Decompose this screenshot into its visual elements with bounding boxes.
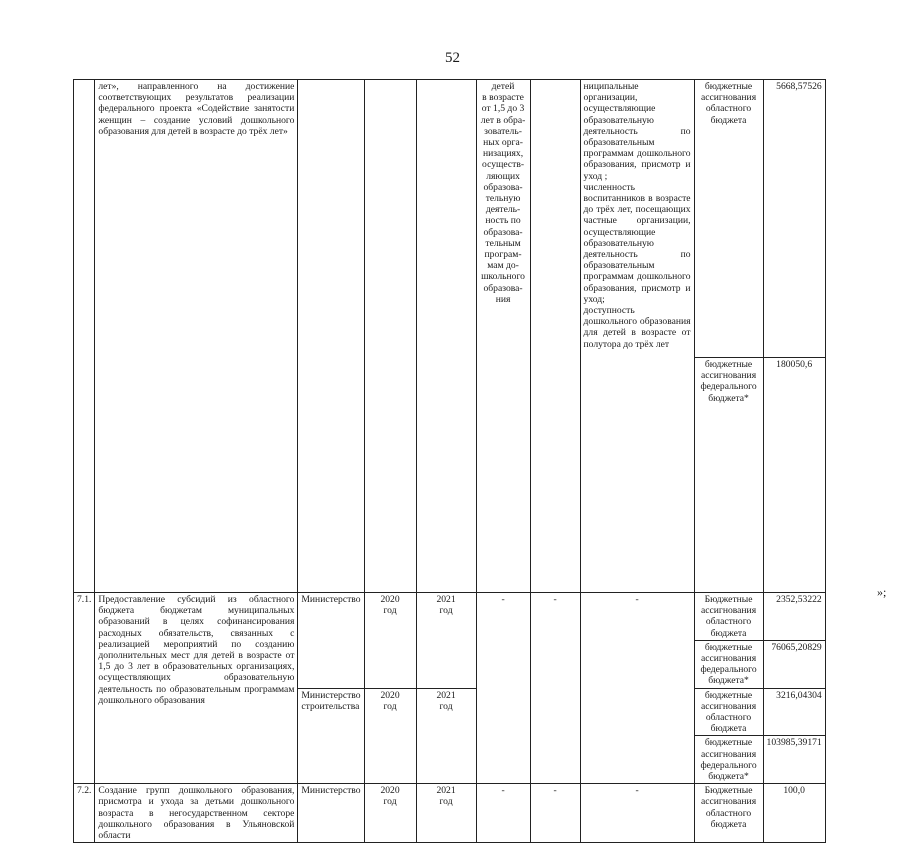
closing-quote: »; bbox=[877, 585, 887, 599]
funding-amount: 2352,53222 bbox=[763, 593, 825, 641]
executor: Министерство bbox=[298, 784, 364, 843]
activity-name: Создание групп дошкольного образования, присмотра и ухода за детьми дошкольного возраста в негосударственном секторе дошкольного образования в Ульяновской области bbox=[95, 784, 298, 843]
funding-source: бюджетные ассигнования федерального бюджета* bbox=[694, 358, 763, 593]
start-year-cell bbox=[364, 80, 416, 593]
end-year: 2021 год bbox=[416, 784, 476, 843]
end-year: 2021 год bbox=[416, 593, 476, 689]
program-table bbox=[73, 79, 826, 843]
executor: Министерство bbox=[298, 593, 364, 689]
funding-amount: 180050,6 bbox=[763, 358, 825, 593]
row-number: 7.2. bbox=[74, 784, 95, 843]
start-year: 2020 год bbox=[364, 593, 416, 689]
page-number: 52 bbox=[445, 50, 460, 66]
funding-source: бюджетные ассигнования федерального бюджета* bbox=[694, 736, 763, 784]
continuation-row bbox=[74, 80, 826, 358]
funding-source: бюджетные ассигнования областного бюджета bbox=[694, 80, 763, 358]
value-dash: - bbox=[530, 593, 580, 784]
funding-source: Бюджетные ассигнования областного бюджета bbox=[694, 784, 763, 843]
row-7-2 bbox=[74, 784, 826, 843]
indicator-dash: - bbox=[476, 784, 530, 843]
funding-amount: 100,0 bbox=[763, 784, 825, 843]
row-7-1 bbox=[74, 593, 826, 641]
funding-source: бюджетные ассигнования федерального бюджета* bbox=[694, 640, 763, 688]
activity-name: лет», направленного на достижение соответствующих результатов реализации федерального проекта «Содействие занятости женщин – создание условий дошкольного образования для детей в возрасте до трёх лет» bbox=[95, 80, 298, 593]
funding-source: бюджетные ассигнования областного бюджета bbox=[694, 688, 763, 736]
value-dash: - bbox=[530, 784, 580, 843]
end-year: 2021 год bbox=[416, 688, 476, 784]
result-dash: - bbox=[580, 593, 694, 784]
start-year: 2020 год bbox=[364, 784, 416, 843]
funding-amount: 76065,20829 bbox=[763, 640, 825, 688]
funding-amount: 5668,57526 bbox=[763, 80, 825, 358]
row-number: 7.1. bbox=[74, 593, 95, 784]
indicator-dash: - bbox=[476, 593, 530, 784]
start-year: 2020 год bbox=[364, 688, 416, 784]
executor: Министерство строительства bbox=[298, 688, 364, 784]
funding-amount: 103985,39171 bbox=[763, 736, 825, 784]
result-text: ниципальные организации, осуществляющие образовательную деятельность по образовательным программам дошкольного образования, присмотр и уход ; численность воспитанников в возрасте до трёх лет, посещающих частные организации, осуществляющие образовательную деятельность по образовательным программам дошкольного образования, присмотр и уход; доступность дошкольного образования для детей в возрасте от полутора до трёх лет bbox=[580, 80, 694, 593]
end-year-cell bbox=[416, 80, 476, 593]
result-dash: - bbox=[580, 784, 694, 843]
indicator-value-cell bbox=[530, 80, 580, 593]
num-cell bbox=[74, 80, 95, 593]
indicator-name: детей в возрасте от 1,5 до 3 лет в обра- зователь- ных орга- низациях, осуществ- ляющих образова- тельную деятель- ность по образова- тельным програм- мам до- школьного образова- ния bbox=[476, 80, 530, 593]
executor-cell bbox=[298, 80, 364, 593]
activity-name: Предоставление субсидий из областного бюджета бюджетам муниципальных образований в целях софинансирования расходных обязательств, связанных с реализацией мероприятий по созданию дополнительных мест для детей в возрасте от 1,5 до 3 лет в образовательных организациях, осуществляющих образовательную деятельность по образовательным программам дошкольного образования bbox=[95, 593, 298, 784]
funding-amount: 3216,04304 bbox=[763, 688, 825, 736]
funding-source: Бюджетные ассигнования областного бюджета bbox=[694, 593, 763, 641]
